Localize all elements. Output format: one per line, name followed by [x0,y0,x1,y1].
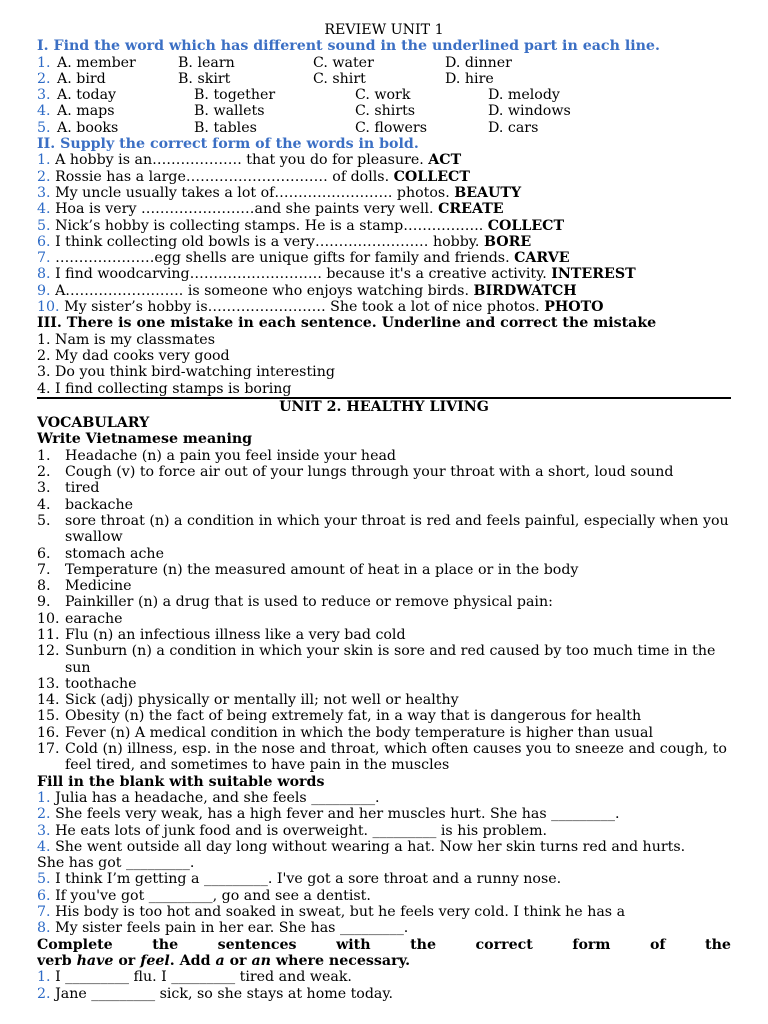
fill-item [37,823,731,839]
question-number: 1. [37,152,51,169]
option-a: A. bird [57,70,106,87]
vocab-text: Painkiller (n) a drug that is used to reduce or remove physical pain: [65,594,553,611]
question-text: I think collecting old bowls is a very…………………… hobby. [55,233,480,250]
question-row [37,71,731,87]
option-b: B. learn [178,54,235,71]
vocab-item [37,627,731,643]
vocab-text: Medicine [65,578,132,595]
complete-number: 1. [37,969,51,986]
vocab-number: 17. [37,741,60,758]
fill-list [37,790,731,937]
heading-word: with [336,936,371,953]
vocab-text: backache [65,496,134,513]
vocab-number: 1. [37,447,51,464]
vocab-item [37,611,731,627]
vocab-number: 6. [37,545,51,562]
heading-word: sentences [217,936,297,953]
vocab-number: 8. [37,578,51,595]
vocab-text: toothache [65,675,137,692]
question-number: 10. [37,299,60,316]
fill-number: 2. [37,806,51,823]
bold-word: COLLECT [393,168,470,185]
question-row [37,55,731,71]
question-text: A……………………. is someone who enjoys watching birds. [55,282,469,299]
vocab-text: Fever (n) A medical condition in which the body temperature is higher than usual [65,724,654,741]
question-text: Nick’s hobby is collecting stamps. He is a stamp…………….. [55,217,484,234]
fill-number: 3. [37,822,51,839]
option-c: C. water [313,54,374,71]
option-b: B. tables [194,119,257,136]
bold-word: PHOTO [544,299,604,316]
fill-item [37,871,731,887]
vocab-number: 10. [37,610,60,627]
section2-list [37,152,731,315]
vocab-text: Sick (adj) physically or mentally ill; not well or healthy [65,692,459,709]
question-number: 5. [37,217,51,234]
option-c: C. work [355,87,411,104]
vocab-text: Cold (n) illness, esp. in the nose and throat, which often causes you to sneeze and cough, to feel tired, and sometimes to have pain in the muscles [65,741,727,774]
bold-word: COLLECT [487,217,564,234]
question-row: 2. My dad cooks very good [37,347,230,364]
option-c: C. shirt [313,70,366,87]
option-d: D. hire [445,70,494,87]
question-text: …………………egg shells are unique gifts for family and friends. [55,250,510,267]
question-number: 9. [37,282,51,299]
vocab-item [37,594,731,610]
vocab-item [37,578,731,594]
vocabulary-heading: VOCABULARY [37,415,150,432]
complete-list [37,969,731,1002]
question-number: 2. [37,70,51,87]
bold-word: CREATE [438,201,504,218]
vocab-item [37,643,731,676]
fill-text: She has got _________. [37,855,195,872]
section1-heading: I. Find the word which has different sound in the underlined part in each line. [37,38,660,55]
fill-item [37,904,731,920]
option-d: D. melody [488,87,560,104]
option-b: B. wallets [194,103,265,120]
vocab-number: 4. [37,496,51,513]
complete-text: Jane _________ sick, so she stays at home today. [55,985,394,1002]
vocab-item [37,692,731,708]
unit2-title: UNIT 2. HEALTHY LIVING [37,398,731,415]
vocab-text: Temperature (n) the measured amount of heat in a place or in the body [65,561,579,578]
vocab-item [37,480,731,496]
section1-list [37,55,731,136]
vocab-item [37,448,731,464]
vocab-text: Obesity (n) the fact of being extremely fat, in a way that is dangerous for health [65,708,642,725]
option-b: B. skirt [178,70,231,87]
vocab-text: Cough (v) to force air out of your lungs through your throat with a short, loud sound [65,464,674,481]
vocab-text: earache [65,610,123,627]
fill-item [37,855,731,871]
complete-item [37,986,731,1002]
option-b: B. together [194,87,276,104]
question-text: Rossie has a large………………………… of dolls. [55,168,390,185]
section3-heading: III. There is one mistake in each sentence. Underline and correct the mistake [37,315,657,332]
question-number: 5. [37,119,51,136]
complete-heading-line2: verb have or feel. Add a or an where necessary. [37,952,411,969]
question-row [37,299,731,315]
fill-heading: Fill in the blank with suitable words [37,773,325,790]
question-text: Hoa is very ……………………and she paints very well. [55,201,434,218]
question-row [37,283,731,299]
vocab-text: sore throat (n) a condition in which your throat is red and feels painful, especially when you swallow [65,512,729,546]
fill-item [37,839,731,855]
fill-text: Julia has a headache, and she feels _________. [55,789,380,806]
vocab-number: 13. [37,675,60,692]
fill-text: If you've got _________, go and see a dentist. [55,887,371,904]
vocab-item [37,464,731,480]
vocab-text: Headache (n) a pain you feel inside your head [65,447,397,464]
bold-word: BEAUTY [454,184,522,201]
vocab-number: 11. [37,626,60,643]
option-c: C. flowers [355,119,427,136]
question-row [37,218,731,234]
fill-number: 6. [37,887,51,904]
heading-word: the [705,936,731,953]
question-text: A hobby is an………………. that you do for pleasure. [55,152,424,169]
complete-heading-line1 [37,937,731,953]
fill-text: He eats lots of junk food and is overweight. _________ is his problem. [55,822,548,839]
vocab-item [37,513,731,546]
option-d: D. dinner [445,54,512,71]
vocabulary-list [37,448,731,774]
heading-word: Complete [37,936,113,953]
complete-number: 2. [37,985,51,1002]
vocab-number: 16. [37,724,60,741]
bold-word: INTEREST [551,266,636,283]
question-row: 3. Do you think bird-watching interesting [37,364,335,381]
question-row [37,250,731,266]
bold-word: ACT [428,152,462,169]
question-number: 1. [37,54,51,71]
option-c: C. shirts [355,103,416,120]
fill-item [37,790,731,806]
fill-text: His body is too hot and soaked in sweat, but he feels very cold. I think he has a [55,904,626,921]
bold-word: CARVE [514,250,570,267]
heading-word: the [152,936,179,953]
question-number: 4. [37,103,51,120]
question-row [37,103,731,119]
question-row: 1. Nam is my classmates [37,331,215,348]
heading-word: of [649,936,666,953]
vocab-item [37,676,731,692]
question-row [37,266,731,282]
heading-word: correct [475,936,533,953]
vocab-item [37,546,731,562]
question-number: 3. [37,87,51,104]
fill-number: 4. [37,838,51,855]
fill-item [37,920,731,936]
question-text: My uncle usually takes a lot of……………………. photos. [55,184,450,201]
option-a: A. today [57,87,117,104]
vocab-text: Flu (n) an infectious illness like a very bad cold [65,626,406,643]
vocab-text: stomach ache [65,545,164,562]
fill-text: She went outside all day long without wearing a hat. Now her skin turns red and hurts. [55,838,686,855]
question-number: 2. [37,168,51,185]
vocabulary-subheading: Write Vietnamese meaning [37,431,253,448]
question-row: 4. I find collecting stamps is boring [37,381,731,398]
vocab-number: 9. [37,594,51,611]
bold-word: BORE [483,233,532,250]
question-row [37,169,731,185]
question-text: I find woodcarving………………………. because it's a creative activity. [55,266,547,283]
fill-number: 7. [37,904,51,921]
fill-text: She feels very weak, has a high fever and her muscles hurt. She has _________. [55,806,620,823]
vocab-number: 3. [37,480,51,497]
fill-item [37,888,731,904]
vocab-number: 2. [37,464,51,481]
fill-text: My sister feels pain in her ear. She has _________. [55,920,409,937]
vocab-number: 5. [37,512,51,529]
fill-number: 1. [37,789,51,806]
question-row [37,120,731,136]
complete-item [37,969,731,985]
option-d: D. windows [488,103,571,120]
vocab-text: Sunburn (n) a condition in which your skin is sore and red caused by too much time in the sun [65,643,716,676]
vocab-number: 14. [37,692,60,709]
question-row [37,201,731,217]
fill-item [37,806,731,822]
vocab-item [37,725,731,741]
page-title: REVIEW UNIT 1 [324,22,444,38]
bold-word: BIRDWATCH [473,282,577,299]
vocab-item [37,497,731,513]
vocab-text: tired [65,480,100,497]
section2-heading: II. Supply the correct form of the words in bold. [37,136,419,153]
vocab-number: 15. [37,708,60,725]
vocab-item [37,741,731,774]
vocab-item [37,708,731,724]
question-number: 6. [37,233,51,250]
question-number: 3. [37,184,51,201]
option-a: A. member [57,54,136,71]
option-a: A. maps [57,103,115,120]
vocab-number: 7. [37,561,51,578]
question-number: 7. [37,250,51,267]
vocab-item [37,562,731,578]
fill-number: 8. [37,920,51,937]
question-text: My sister’s hobby is……………………. She took a lot of nice photos. [64,299,540,316]
heading-word: the [410,936,436,953]
question-row [37,234,731,250]
vocab-number: 12. [37,643,60,660]
question-row [37,87,731,103]
complete-text: I _________ flu. I _________ tired and weak. [55,969,352,986]
question-row [37,152,731,168]
question-number: 4. [37,201,51,218]
section3-list [37,332,731,398]
heading-word: form [572,936,611,953]
option-a: A. books [57,119,119,136]
question-row [37,185,731,201]
fill-text: I think I’m getting a _________. I've got a sore throat and a runny nose. [55,871,562,888]
fill-number: 5. [37,871,51,888]
option-d: D. cars [488,119,539,136]
question-number: 8. [37,266,51,283]
